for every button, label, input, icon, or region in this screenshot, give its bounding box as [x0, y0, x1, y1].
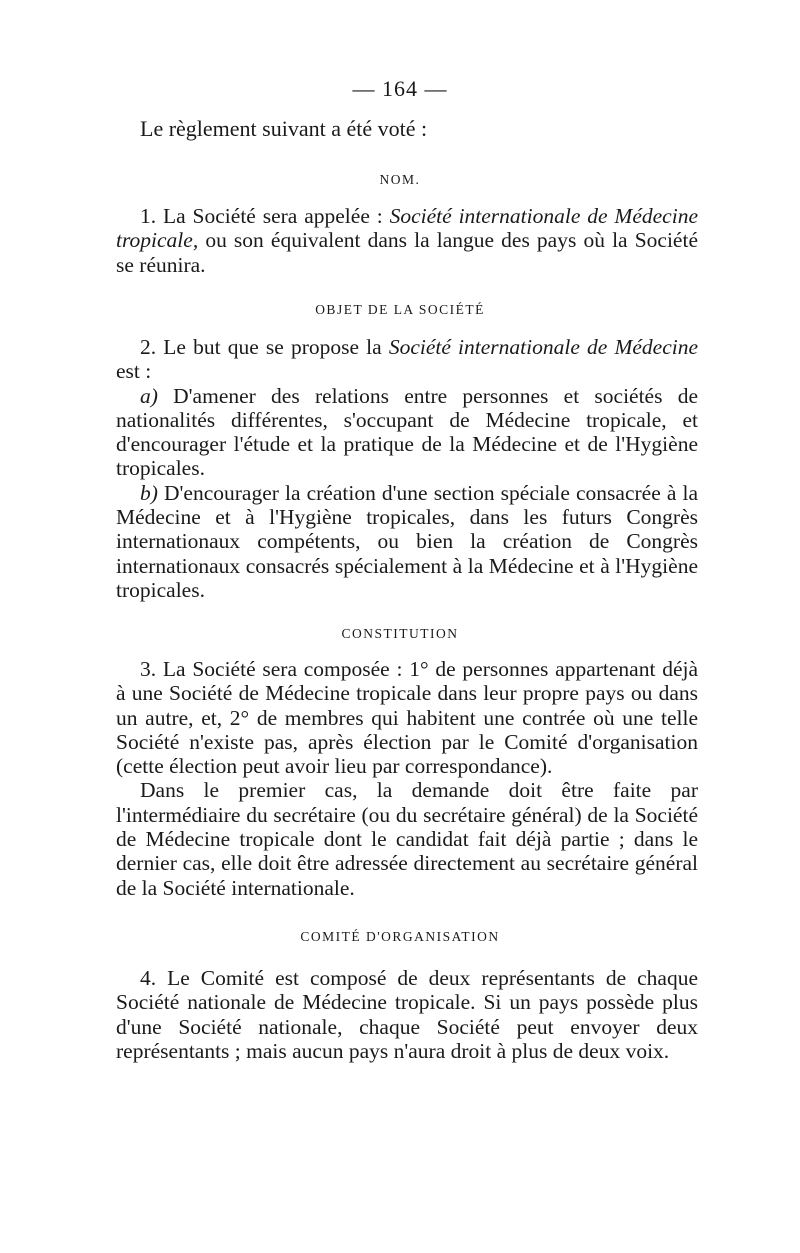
society-name-italic: Société internationale de Médecine — [388, 335, 699, 359]
page-number: — 164 — — [352, 76, 448, 101]
article-4: 4. Le Comité est composé de deux représentants de chaque Société nationale de Médecine tropicale. Si un pays possède plus d'une Société nationale, chaque Société peut envoyer deux représentants ; mais aucun pays n'aura droit à plus de deux voix. — [116, 966, 698, 1063]
item-text-b: D'encourager la création d'une section spéciale consacrée à la Médecine et à l'Hygiène tropicales, dans les futurs Congrès internationaux compétents, ou bien la création de Congrès internationaux consacrés spécialement à la Médecine et à l'Hygiène tropicales. — [116, 480, 698, 602]
item-label-b: b) — [140, 480, 158, 505]
article-3-continued: Dans le premier cas, la demande doit être faite par l'intermédiaire du secrétaire (ou du secrétaire général) de la Société de Médecine tropicale dont le candidat fait déjà partie ; dans le dernier cas, elle doit être adressée directement au secrétaire général de la Société internationale. — [116, 778, 698, 900]
article-2-tail: est : — [116, 359, 152, 384]
item-label-a: a) — [140, 383, 158, 408]
article-2-a — [116, 384, 698, 481]
heading-comite: COMITÉ D'ORGANISATION — [300, 929, 500, 944]
article-3: 3. La Société sera composée : 1° de personnes appartenant déjà à une Société de Médecine tropicale dans leur propre pays ou dans un autre, et, 2° de membres qui habitent une contrée où une telle Société n'existe pas, après élection par le Comité d'organisation (cette élection peut avoir lieu par correspondance). — [116, 657, 698, 779]
section-comite — [116, 966, 698, 1063]
article-1 — [116, 204, 698, 277]
heading-objet: OBJET DE LA SOCIÉTÉ — [315, 302, 485, 317]
article-2-b — [116, 481, 698, 602]
article-1-lead: 1. La Société sera appelée : — [140, 204, 390, 228]
intro-line: Le règlement suivant a été voté : — [140, 116, 428, 141]
article-2 — [116, 335, 698, 384]
section-objet — [116, 335, 698, 602]
section-nom — [116, 204, 698, 277]
heading-nom: NOM. — [379, 172, 421, 187]
article-1-tail: ou son équivalent dans la langue des pays où la Société se réunira. — [116, 228, 698, 277]
item-text-a: D'amener des relations entre personnes et sociétés de nationalités différentes, s'occupant de Médecine tropicale, et d'encourager l'étude et la pratique de la Médecine et de l'Hygiène tropicales. — [116, 383, 698, 481]
society-name-italic: Société internationale de Médecine tropicale, — [116, 204, 698, 253]
article-2-lead: 2. Le but que se propose la — [140, 335, 389, 359]
heading-constitution: CONSTITUTION — [341, 626, 459, 641]
section-constitution — [116, 657, 698, 900]
